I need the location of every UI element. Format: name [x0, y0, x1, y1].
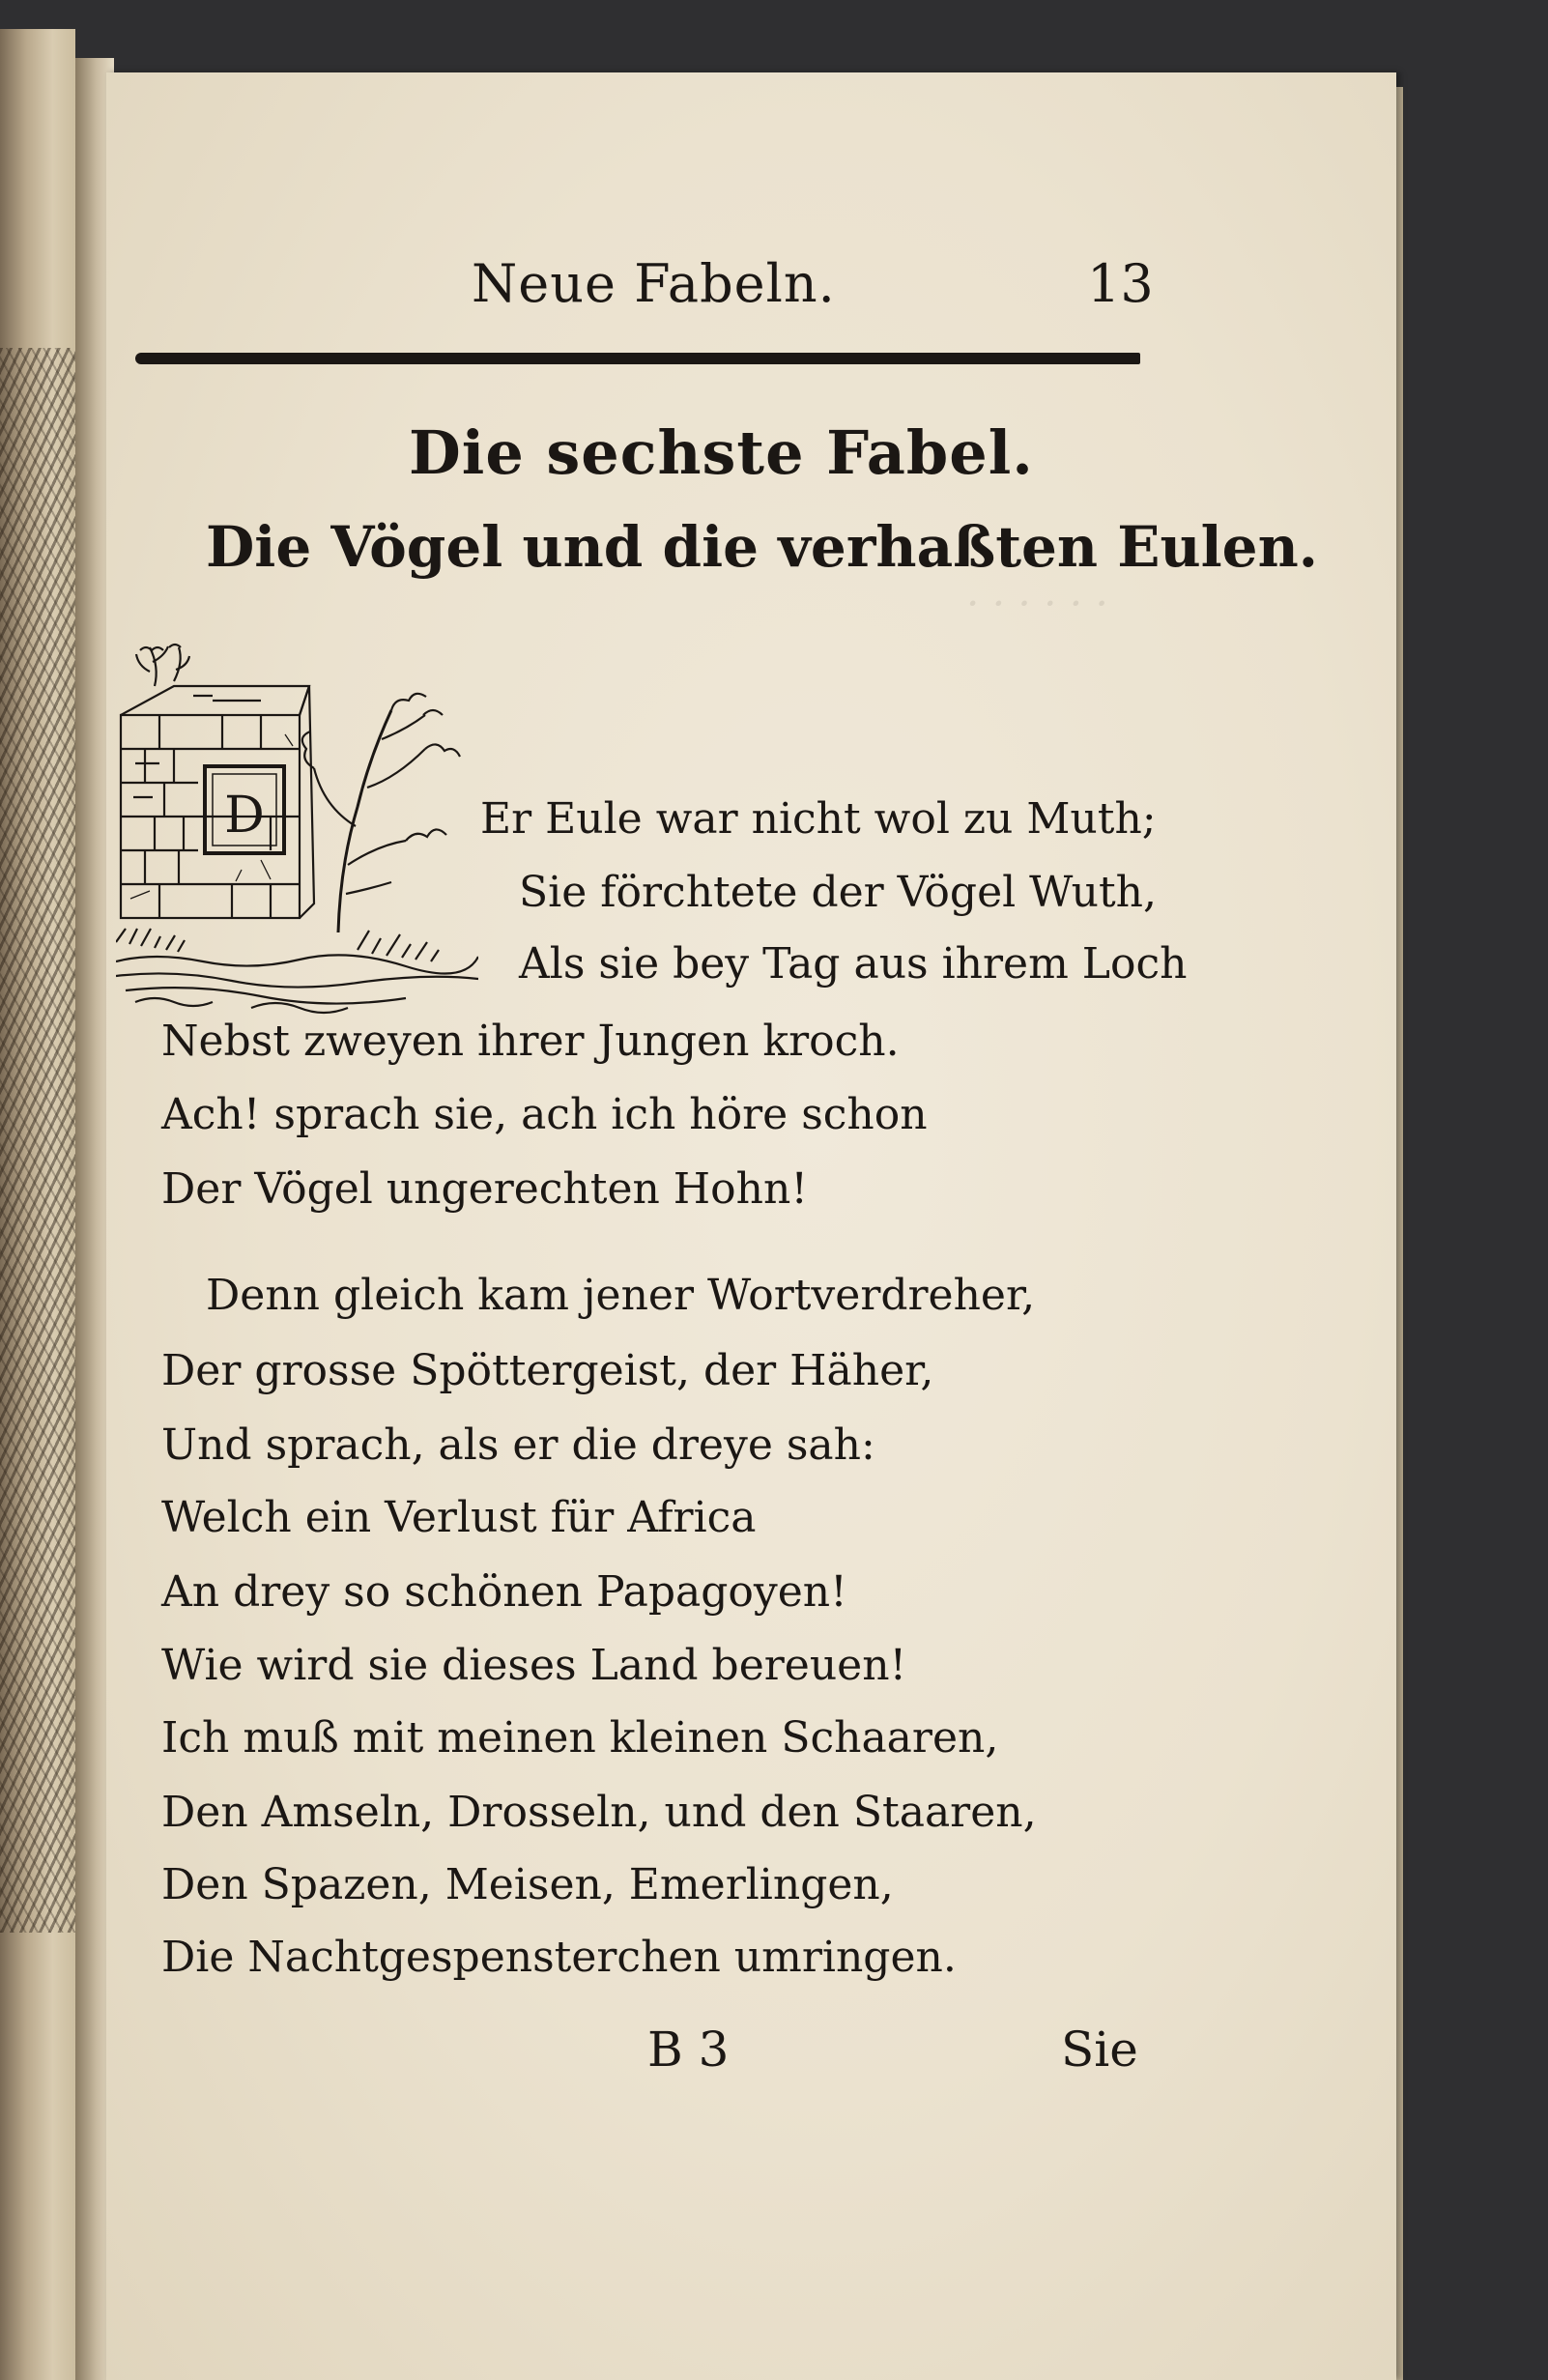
verse-line-8: Der grosse Spöttergeist, der Häher,: [161, 1346, 934, 1395]
drop-cap: D: [224, 787, 265, 845]
verse-line-14: Den Amseln, Drosseln, und den Staaren,: [161, 1788, 1037, 1837]
signature-mark: B 3: [647, 2022, 730, 2078]
verse-line-1: Er Eule war nicht wol zu Muth;: [480, 794, 1157, 844]
show-through-marks: · · · · · ·: [966, 580, 1108, 627]
verse-line-16: Die Nachtgespensterchen umringen.: [161, 1933, 957, 1982]
verse-line-10: Welch ein Verlust für Africa: [161, 1493, 757, 1542]
verse-line-4: Nebst zweyen ihrer Jungen kroch.: [161, 1017, 900, 1066]
verse-line-9: Und sprach, als er die dreye sah:: [161, 1420, 875, 1470]
woodcut-initial: [116, 643, 478, 1019]
verse-line-6: Der Vögel ungerechten Hohn!: [161, 1164, 809, 1214]
verse-line-2: Sie förchtete der Vögel Wuth,: [519, 868, 1157, 917]
fable-subtitle: Die Vögel und die verhaßten Eulen.: [206, 514, 1318, 580]
facing-page-engraving: [0, 348, 75, 1933]
verse-line-7: Denn gleich kam jener Wortverdreher,: [206, 1271, 1036, 1320]
verse-line-15: Den Spazen, Meisen, Emerlingen,: [161, 1860, 894, 1909]
verse-line-12: Wie wird sie dieses Land bereuen!: [161, 1641, 907, 1690]
fable-title: Die sechste Fabel.: [409, 417, 1034, 488]
page-number: 13: [1087, 253, 1154, 314]
verse-line-11: An drey so schönen Papagoyen!: [161, 1567, 847, 1617]
running-head: Neue Fabeln.: [472, 253, 836, 314]
header-rule: [135, 353, 1140, 364]
verse-line-5: Ach! sprach sie, ach ich höre schon: [161, 1090, 928, 1139]
verse-line-13: Ich muß mit meinen kleinen Schaaren,: [161, 1713, 999, 1763]
catchword: Sie: [1061, 2022, 1138, 2078]
verse-line-3: Als sie bey Tag aus ihrem Loch: [519, 939, 1188, 989]
